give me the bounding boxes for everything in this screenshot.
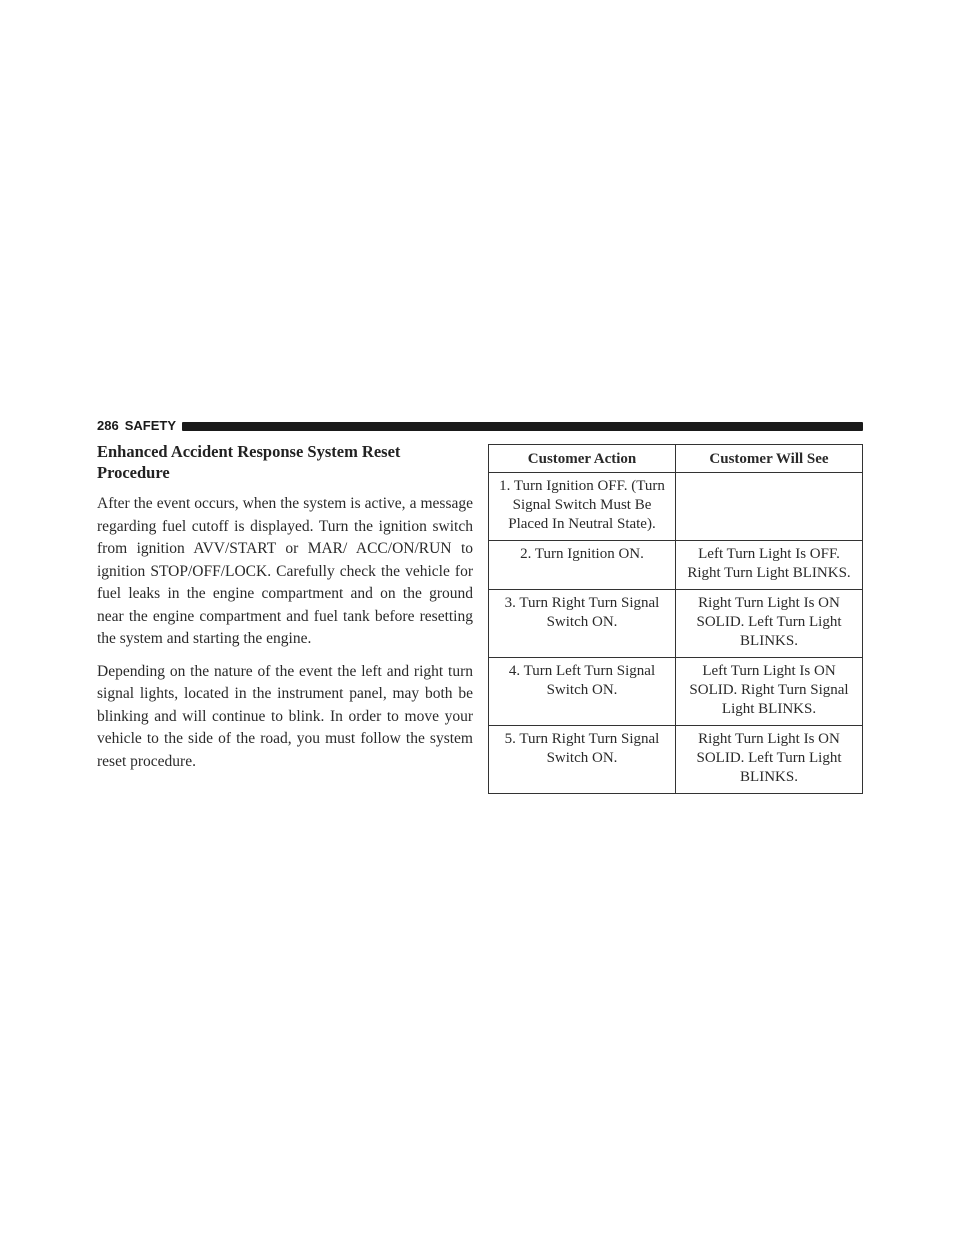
body-text-column	[97, 441, 473, 783]
action-cell: 5. Turn Right Turn Signal Switch ON.	[489, 726, 676, 794]
table-row	[489, 590, 863, 658]
reset-procedure-table	[488, 444, 863, 794]
paragraph-1: After the event occurs, when the system is active, a message regarding fuel cutoff is displayed. Turn the ignition switch from ignition AVV/START or MAR/ ACC/ON/RUN to ignition STOP/OFF/LOCK. Carefully check the vehicle for fuel leaks in the engine compartment and on the ground near the engine compartment and fuel tank before resetting the system and starting the engine.	[97, 495, 473, 647]
table-row	[489, 473, 863, 541]
table-row	[489, 726, 863, 794]
action-cell: 2. Turn Ignition ON.	[489, 541, 676, 590]
result-cell: Right Turn Light Is ON SOLID. Left Turn Light BLINKS.	[676, 726, 863, 794]
header-customer-will-see: Customer Will See	[676, 445, 863, 473]
table-row	[489, 658, 863, 726]
header-rule	[182, 422, 863, 431]
table-row	[489, 541, 863, 590]
result-cell: Left Turn Light Is OFF. Right Turn Light BLINKS.	[676, 541, 863, 590]
page-header	[97, 418, 863, 434]
section-heading: Enhanced Accident Response System Reset Procedure	[97, 442, 401, 482]
procedure-table	[488, 444, 863, 794]
result-cell	[676, 473, 863, 541]
section-title: SAFETY	[124, 418, 176, 433]
table-header-row	[489, 445, 863, 473]
result-cell: Left Turn Light Is ON SOLID. Right Turn Signal Light BLINKS.	[676, 658, 863, 726]
action-cell: 4. Turn Left Turn Signal Switch ON.	[489, 658, 676, 726]
action-cell: 1. Turn Ignition OFF. (Turn Signal Switch Must Be Placed In Neutral State).	[489, 473, 676, 541]
page-number: 286	[97, 418, 119, 433]
header-customer-action: Customer Action	[489, 445, 676, 473]
paragraph-2: Depending on the nature of the event the left and right turn signal lights, located in the instrument panel, may both be blinking and will continue to blink. In order to move your vehicle to the side of the road, you must follow the system reset procedure.	[97, 662, 473, 770]
result-cell: Right Turn Light Is ON SOLID. Left Turn Light BLINKS.	[676, 590, 863, 658]
action-cell: 3. Turn Right Turn Signal Switch ON.	[489, 590, 676, 658]
